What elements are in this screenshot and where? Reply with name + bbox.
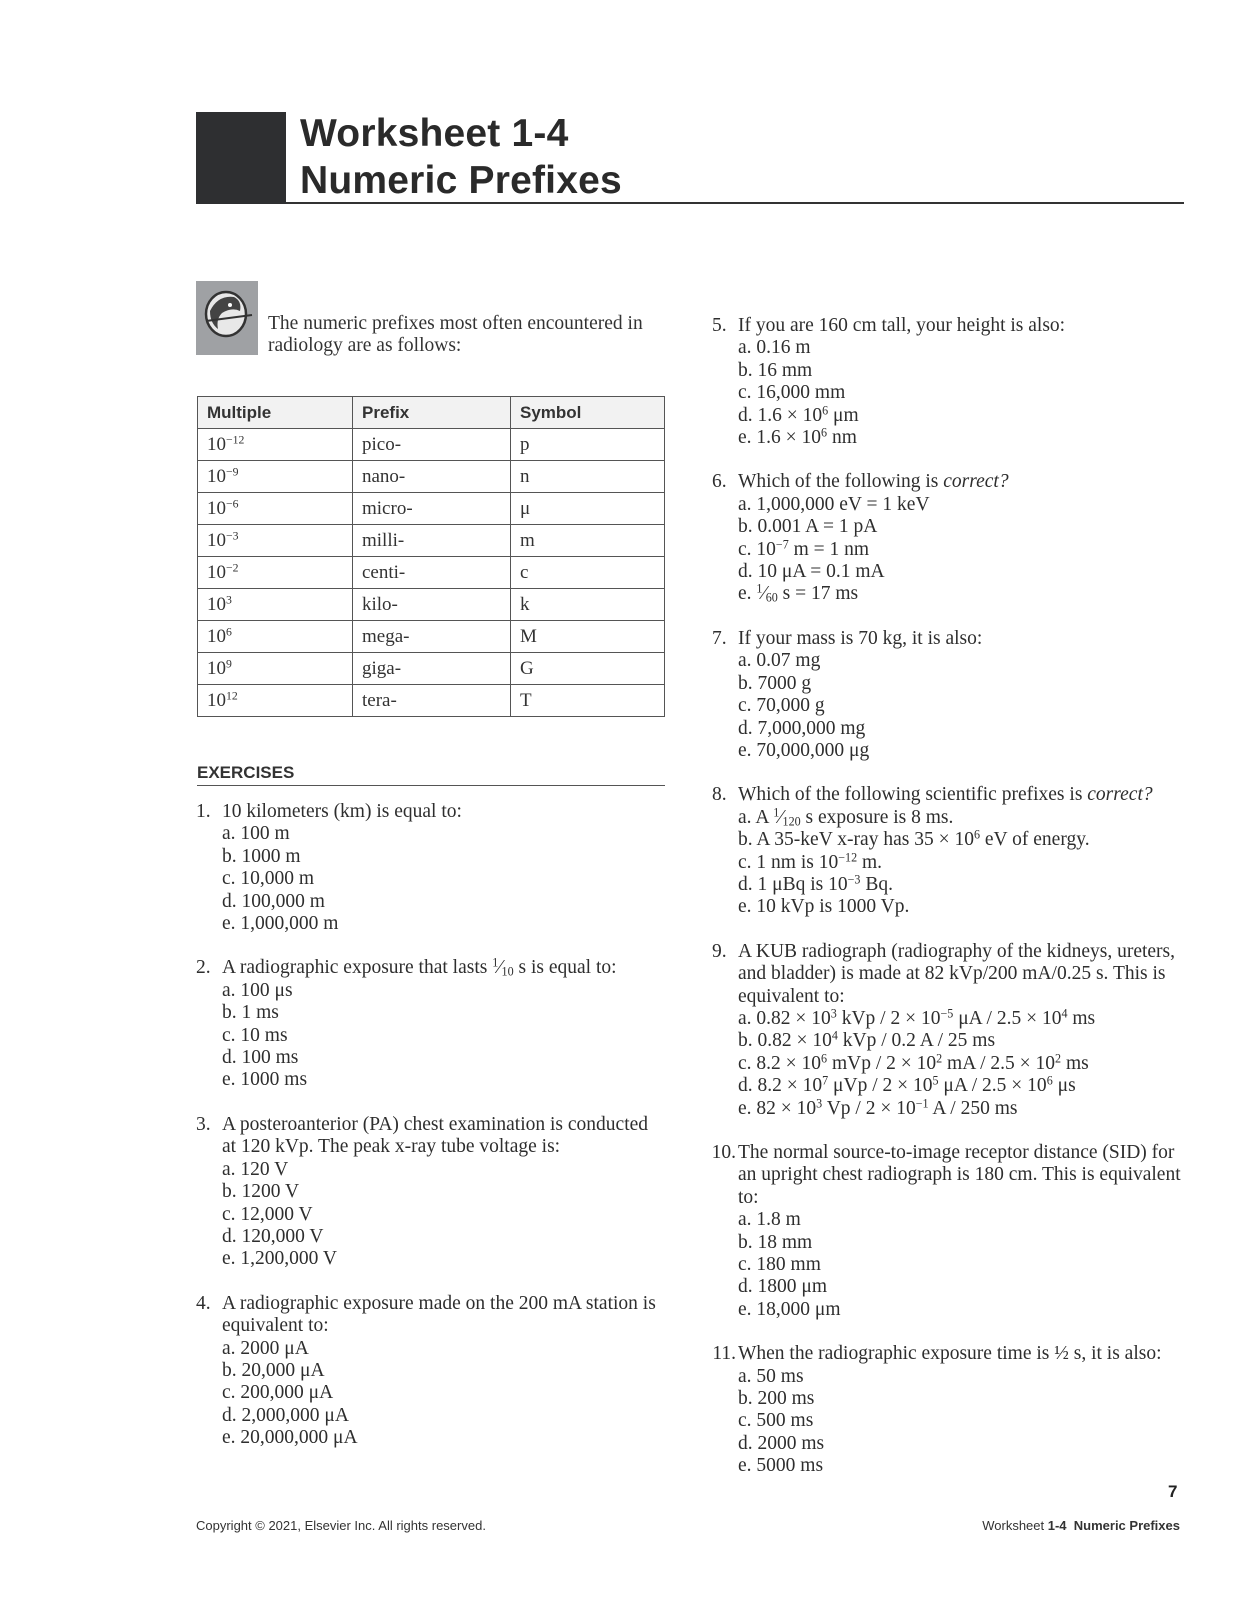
option-e: e. 20,000,000 μA — [222, 1427, 358, 1449]
question-text: When the radiographic exposure time is ½ s, it is also: — [738, 1343, 1162, 1365]
question-2 — [196, 957, 666, 1091]
option-a: a. 120 V — [222, 1158, 289, 1180]
page-title-line-1: Worksheet 1-4 — [300, 112, 569, 155]
option-e: e. 1000 ms — [222, 1069, 308, 1091]
cell-multiple: $10^3$ — [198, 589, 353, 621]
intro-text: The numeric prefixes most often encountered in radiology are as follows: — [268, 313, 643, 356]
option-e: e. 1,200,000 V — [222, 1248, 338, 1270]
cell-prefix: nano- — [353, 461, 511, 493]
table-row — [198, 429, 665, 461]
question-text: A KUB radiograph (radiography of the kidneys, ureters, and bladder) is made at 82 kVp/200 mA/0.25 s. This is equivalent to: — [738, 940, 1176, 1007]
option-a: a. 100 μs — [222, 979, 293, 1001]
cell-prefix: giga- — [353, 653, 511, 685]
cell-prefix: tera- — [353, 685, 511, 717]
exercises-heading: EXERCISES — [197, 763, 665, 786]
question-text: A posteroanterior (PA) chest examination is conducted at 120 kVp. The peak x-ray tube voltage is: — [222, 1113, 649, 1158]
cell-multiple: $10^{-6}$ — [198, 493, 353, 525]
option-b: b. 20,000 μA — [222, 1359, 325, 1381]
cell-prefix: pico- — [353, 429, 511, 461]
cell-symbol: M — [511, 621, 665, 653]
option-e: e. 70,000,000 μg — [738, 739, 870, 761]
table-row — [198, 653, 665, 685]
option-a: a. 100 m — [222, 823, 290, 845]
cell-symbol: c — [511, 557, 665, 589]
option-b: b. 1200 V — [222, 1181, 300, 1203]
question-number: 3. — [196, 1113, 211, 1135]
option-c: c. 12,000 V — [222, 1203, 313, 1225]
question-8 — [712, 784, 1190, 918]
option-c: c. 180 mm — [738, 1254, 821, 1276]
cell-multiple: $10^{12}$ — [198, 685, 353, 717]
option-a: a. 0.07 mg — [738, 650, 821, 672]
header-rule — [286, 202, 1184, 204]
cell-prefix: milli- — [353, 525, 511, 557]
option-a: a. 0.16 m — [738, 337, 811, 359]
table-header-row — [198, 397, 665, 429]
column-header-multiple: Multiple — [198, 397, 353, 429]
cell-symbol: k — [511, 589, 665, 621]
option-b: b. 1 ms — [222, 1002, 279, 1024]
option-c: c. 70,000 g — [738, 695, 825, 717]
option-b: b. $0.82 \times 10^4$ kVp / 0.2 A / 25 ms — [738, 1028, 996, 1052]
option-b: b. A 35-keV x-ray has $35 \times 10^6$ eV of energy. — [738, 827, 1090, 851]
option-e: e. 10 kVp is 1000 Vp. — [738, 896, 910, 918]
question-9 — [712, 941, 1190, 1120]
cell-multiple: $10^{-9}$ — [198, 461, 353, 493]
option-c: c. 1 nm is $10^{-12}$ m. — [738, 849, 883, 873]
option-d: d. 1800 μm — [738, 1276, 827, 1298]
penguin-icon — [196, 281, 258, 355]
cell-symbol: G — [511, 653, 665, 685]
question-number: 6. — [712, 471, 727, 493]
cell-multiple: $10^9$ — [198, 653, 353, 685]
option-a: a. 50 ms — [738, 1365, 804, 1387]
question-number: 7. — [712, 627, 727, 649]
option-e: e. 1,000,000 m — [222, 913, 339, 935]
option-b: b. 200 ms — [738, 1388, 815, 1410]
option-d: d. $1.6 \times 10^6$ μm — [738, 402, 859, 426]
option-b: b. 0.001 A = 1 pA — [738, 516, 878, 538]
option-b: b. 7000 g — [738, 672, 812, 694]
option-d: d. 120,000 V — [222, 1225, 324, 1247]
cell-symbol: p — [511, 429, 665, 461]
question-11 — [712, 1343, 1190, 1477]
question-number: 10. — [711, 1142, 736, 1163]
question-number: 2. — [196, 957, 211, 979]
question-text: Which of the following scientific prefixes is correct? — [738, 784, 1153, 806]
table-row — [198, 621, 665, 653]
left-column — [196, 801, 666, 1472]
option-e: e. $^1⁄_{60}$ s = 17 ms — [738, 581, 859, 605]
question-number: 5. — [712, 315, 727, 336]
cell-prefix: centi- — [353, 557, 511, 589]
option-b: b. 18 mm — [738, 1231, 813, 1253]
question-text: The normal source-to-image receptor distance (SID) for an upright chest radiograph is 180 cm. This is equivalent to: — [738, 1142, 1181, 1208]
option-e: e. $82 \times 10^3$ $Vp / 2 \times 10^{-1}$ A / 250 ms — [738, 1095, 1018, 1119]
cell-multiple: $10^{-3}$ — [198, 525, 353, 557]
cell-symbol: m — [511, 525, 665, 557]
option-d: d. 100,000 m — [222, 890, 325, 912]
option-d: d. $8.2 \times 10^7$ $\mu Vp / 2 \times 10^5$ $\mu A / 2.5 \times 10^6$ μs — [738, 1073, 1076, 1097]
cell-multiple: $10^{-2}$ — [198, 557, 353, 589]
option-c: c. 16,000 mm — [738, 382, 846, 404]
option-c: c. 200,000 μA — [222, 1382, 334, 1404]
cell-prefix: mega- — [353, 621, 511, 653]
option-c: c. 500 ms — [738, 1410, 814, 1432]
option-a: a. 2000 μA — [222, 1337, 309, 1359]
question-number: 4. — [196, 1292, 211, 1314]
table-row — [198, 461, 665, 493]
option-a: a. $0.82 \times 10^3$ kVp / $2 \times 10^{-5}$ $\mu A / 2.5 \times 10^4$ ms — [738, 1006, 1096, 1029]
question-5 — [712, 315, 1190, 449]
column-header-symbol: Symbol — [511, 397, 665, 429]
question-text: If your mass is 70 kg, it is also: — [738, 627, 983, 649]
question-number: 8. — [712, 784, 727, 806]
option-e: e. 5000 ms — [738, 1455, 824, 1477]
option-a: a. 1,000,000 eV = 1 keV — [738, 493, 930, 515]
right-column — [712, 315, 1190, 1500]
question-6 — [712, 471, 1190, 605]
question-text: A radiographic exposure made on the 200 mA station is equivalent to: — [222, 1292, 656, 1337]
option-d: d. 10 μA = 0.1 mA — [738, 561, 885, 583]
cell-multiple: $10^6$ — [198, 621, 353, 653]
question-1 — [196, 801, 666, 935]
option-d: d. 2,000,000 μA — [222, 1404, 349, 1426]
table-row — [198, 685, 665, 717]
question-10 — [712, 1142, 1190, 1321]
option-d: d. 100 ms — [222, 1047, 299, 1069]
prefix-table — [197, 396, 665, 717]
table-row — [198, 589, 665, 621]
option-c: c. $10^{-7}$ m = 1 nm — [738, 537, 870, 560]
question-number: 1. — [196, 801, 211, 822]
running-footer: Worksheet 1-4 Numeric Prefixes — [982, 1518, 1180, 1533]
question-number: 9. — [712, 940, 727, 962]
option-e: e. $1.6 \times 10^6$ nm — [738, 425, 857, 449]
option-b: b. 16 mm — [738, 359, 813, 381]
question-text: If you are 160 cm tall, your height is also: — [738, 315, 1066, 336]
cell-prefix: micro- — [353, 493, 511, 525]
option-d: d. 7,000,000 mg — [738, 717, 866, 739]
column-header-prefix: Prefix — [353, 397, 511, 429]
option-b: b. 1000 m — [222, 845, 301, 867]
question-text: 10 kilometers (km) is equal to: — [222, 801, 462, 822]
copyright-notice: Copyright © 2021, Elsevier Inc. All rights reserved. — [196, 1518, 486, 1533]
option-d: d. 2000 ms — [738, 1432, 825, 1454]
option-c: c. $8.2 \times 10^6$ mVp / $2 \times 10^2$ mA / $2.5 \times 10^2$ ms — [738, 1051, 1089, 1074]
option-c: c. 10 ms — [222, 1024, 288, 1046]
page-title-line-2: Numeric Prefixes — [300, 159, 622, 202]
question-number: 11. — [712, 1343, 736, 1365]
option-a: a. 1.8 m — [738, 1209, 801, 1231]
option-c: c. 10,000 m — [222, 868, 315, 890]
question-3 — [196, 1114, 666, 1271]
cell-symbol: T — [511, 685, 665, 717]
question-text: A radiographic exposure that lasts $^1⁄_{10}$ s is equal to: — [222, 955, 617, 979]
page-number: 7 — [1168, 1482, 1178, 1501]
question-4 — [196, 1293, 666, 1450]
question-text: Which of the following is correct? — [738, 471, 1009, 493]
table-row — [198, 557, 665, 589]
option-a: a. A $^1⁄_{120}$ s exposure is 8 ms. — [738, 805, 954, 829]
table-row — [198, 525, 665, 557]
cell-symbol: μ — [511, 493, 665, 525]
table-row — [198, 493, 665, 525]
question-7 — [712, 628, 1190, 762]
option-e: e. 18,000 μm — [738, 1298, 841, 1320]
cell-prefix: kilo- — [353, 589, 511, 621]
cell-symbol: n — [511, 461, 665, 493]
header-block — [196, 112, 286, 204]
page-title — [300, 110, 622, 204]
option-d: d. 1 μBq is $10^{-3}$ Bq. — [738, 872, 893, 895]
cell-multiple: $10^{-12}$ — [198, 429, 353, 461]
